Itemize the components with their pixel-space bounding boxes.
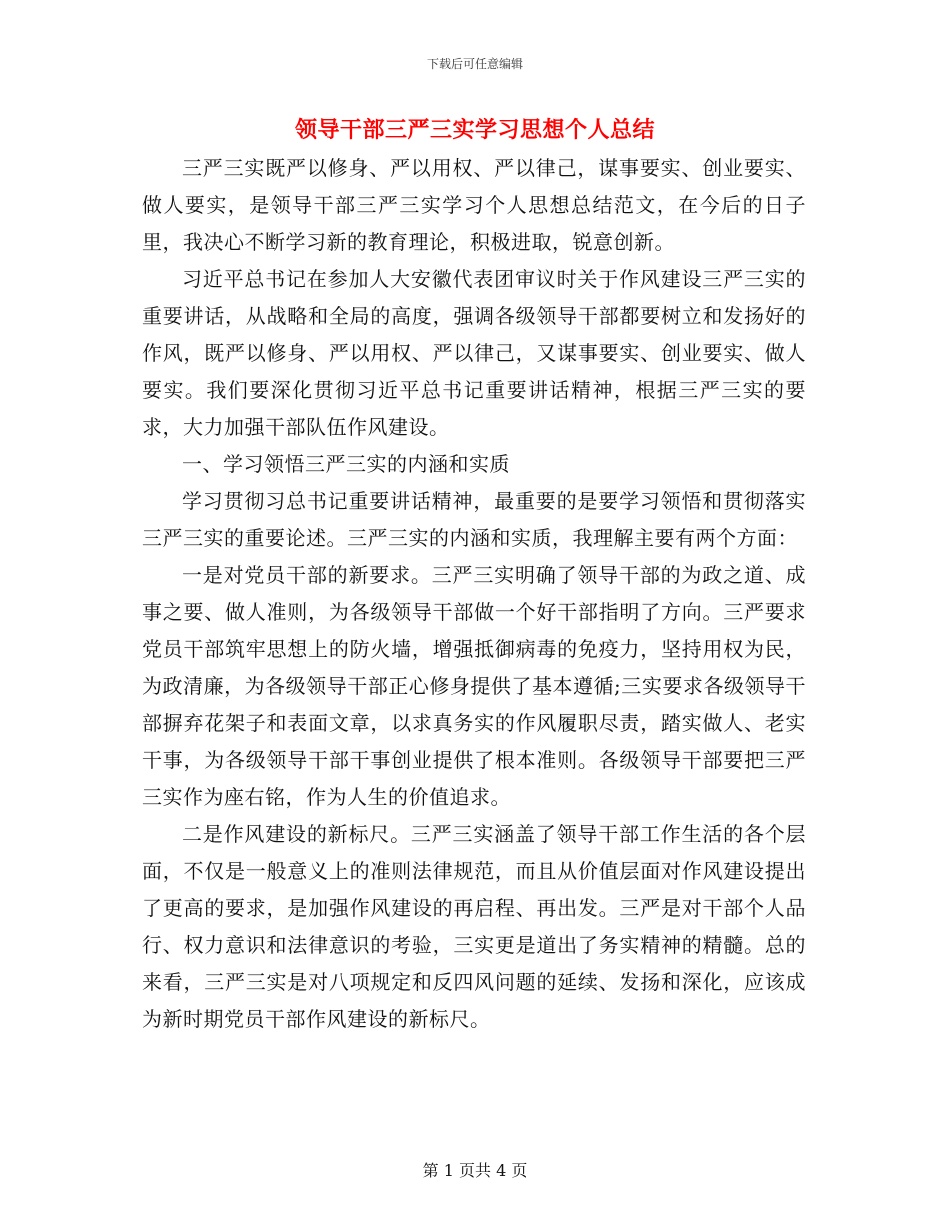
header-note: 下载后可任意编辑	[426, 57, 523, 71]
document-title: 领导干部三严三实学习思想个人总结	[294, 117, 655, 143]
paragraph-speech: 习近平总书记在参加人大安徽代表团审议时关于作风建设三严三实的重要讲话，从战略和全局的高度，强调各级领导干部都要树立和发扬好的作风，既严以修身、严以用权、严以律己，又谋事要实、创业要实、做人要实。我们要深化贯彻习近平总书记重要讲话精神，根据三严三实的要求，大力加强干部队伍作风建设。	[142, 267, 806, 439]
section-heading-1: 一、学习领悟三严三实的内涵和实质	[182, 452, 510, 476]
paragraph-intro: 三严三实既严以修身、严以用权、严以律己，谋事要实、创业要实、做人要实，是领导干部三严三实学习个人思想总结范文，在今后的日子里，我决心不断学习新的教育理论，积极进取，锐意创新。	[142, 156, 806, 254]
paragraph-second-aspect: 二是作风建设的新标尺。三严三实涵盖了领导干部工作生活的各个层面，不仅是一般意义上的准则法律规范，而且从价值层面对作风建设提出了更高的要求，是加强作风建设的再启程、再出发。三严是对干部个人品行、权力意识和法律意识的考验，三实更是道出了务实精神的精髓。总的来看，三严三实是对八项规定和反四风问题的延续、发扬和深化，应该成为新时期党员干部作风建设的新标尺。	[142, 822, 806, 1031]
paragraph-first-aspect: 一是对党员干部的新要求。三严三实明确了领导干部的为政之道、成事之要、做人准则，为各级领导干部做一个好干部指明了方向。三严要求党员干部筑牢思想上的防火墙，增强抵御病毒的免疫力，坚持用权为民，为政清廉，为各级领导干部正心修身提供了基本遵循;三实要求各级领导干部摒弃花架子和表面文章，以求真务实的作风履职尽责，踏实做人、老实干事，为各级领导干部干事创业提供了根本准则。各级领导干部要把三严三实作为座右铭，作为人生的价值追求。	[142, 563, 806, 809]
document-body	[142, 150, 806, 1038]
page-footer: 第 1 页共 4 页	[422, 1161, 528, 1180]
paragraph-study: 学习贯彻习总书记重要讲话精神，最重要的是要学习领悟和贯彻落实三严三实的重要论述。三严三实的内涵和实质，我理解主要有两个方面：	[142, 489, 806, 550]
